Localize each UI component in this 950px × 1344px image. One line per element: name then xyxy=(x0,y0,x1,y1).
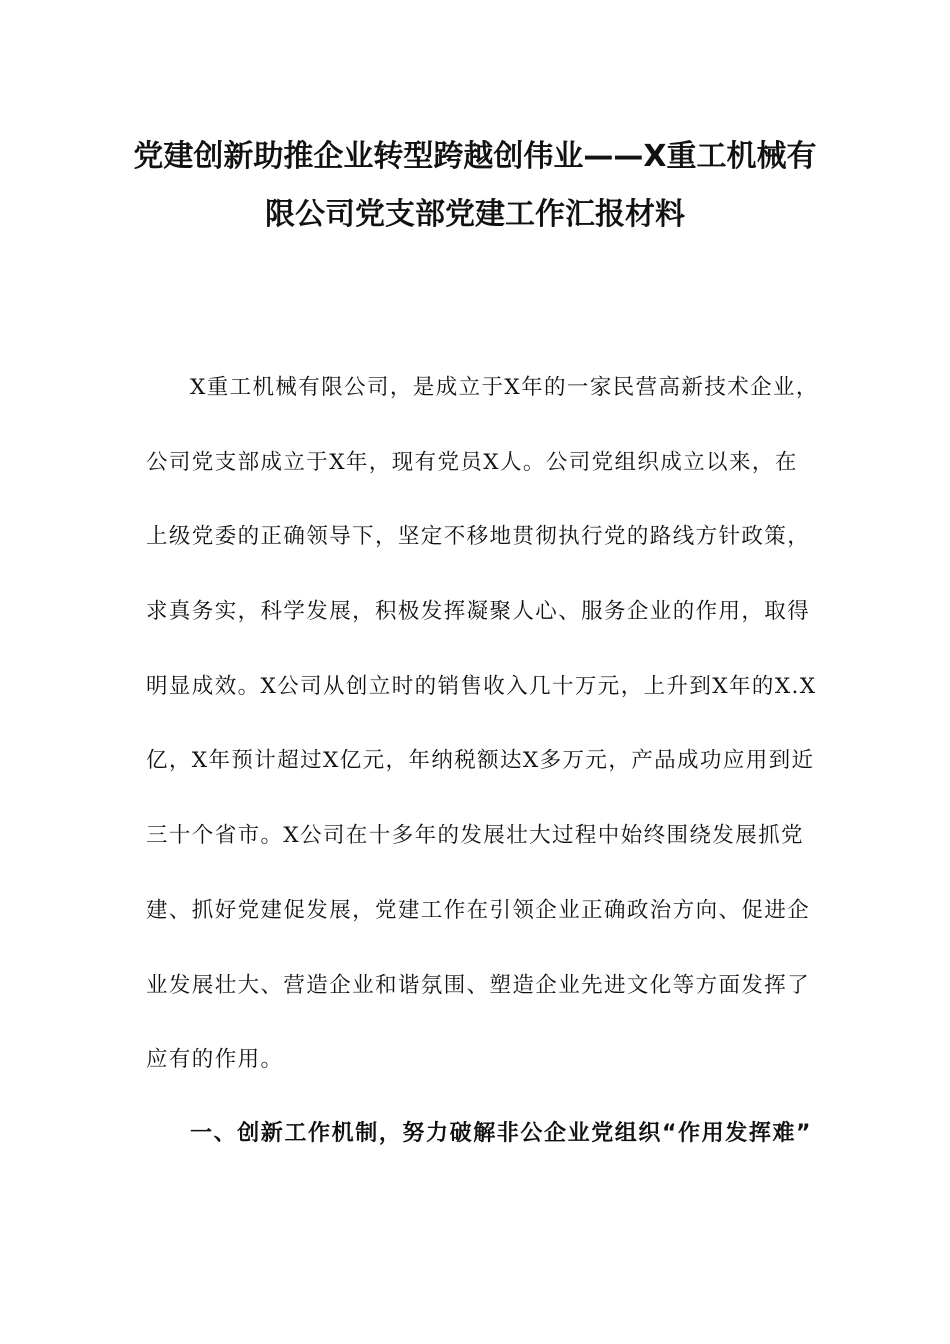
paragraph-line: 公司党支部成立于X年，现有党员X人。公司党组织成立以来，在 xyxy=(146,449,798,475)
paragraph-line: 建、抓好党建促发展，党建工作在引领企业正确政治方向、促进企 xyxy=(146,897,811,923)
paragraph-line: 上级党委的正确领导下，坚定不移地贯彻执行党的路线方针政策， xyxy=(146,524,811,550)
section-heading: 一、创新工作机制，努力破解非公企业党组织“作用发挥难” xyxy=(190,1121,813,1146)
paragraph-line: 业发展壮大、营造企业和谐氛围、塑造企业先进文化等方面发挥了 xyxy=(146,972,811,998)
paragraph-line: X重工机械有限公司，是成立于X年的一家民营高新技术企业， xyxy=(190,375,819,400)
title-line-1: 党建创新助推企业转型跨越创伟业——X重工机械有 xyxy=(133,139,817,174)
paragraph-line: 应有的作用。 xyxy=(146,1047,284,1073)
paragraph-line: 求真务实，科学发展，积极发挥凝聚人心、服务企业的作用，取得 xyxy=(146,599,811,625)
paragraph-line: 三十个省市。X公司在十多年的发展壮大过程中始终围绕发展抓党 xyxy=(146,823,804,849)
paragraph-line: 明显成效。X公司从创立时的销售收入几十万元，上升到X年的X.X xyxy=(146,673,817,699)
title-line-2: 限公司党支部党建工作汇报材料 xyxy=(265,197,685,232)
document-title xyxy=(100,128,850,244)
paragraph-line: 亿，X年预计超过X亿元，年纳税额达X多万元，产品成功应用到近 xyxy=(146,748,815,774)
intro-paragraph xyxy=(146,351,819,1098)
